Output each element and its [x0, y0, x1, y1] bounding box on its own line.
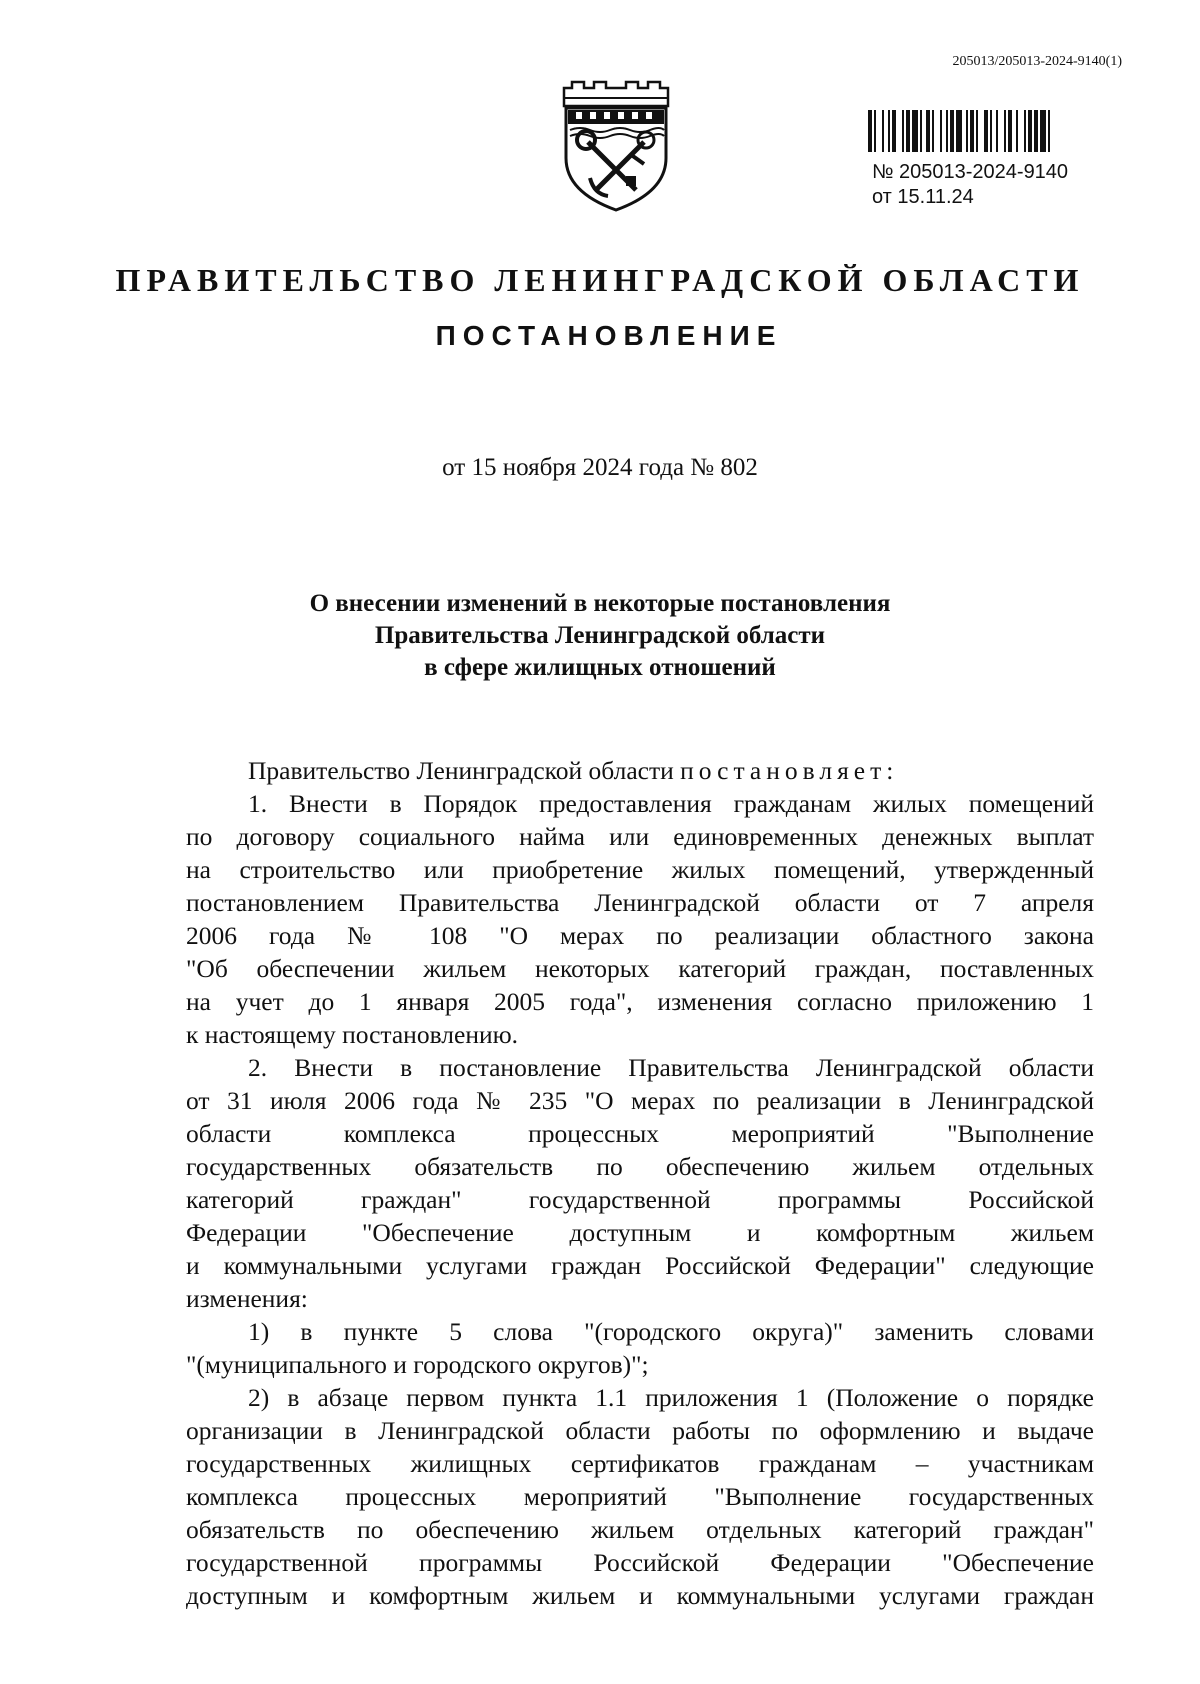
barcode-bar	[1040, 110, 1046, 152]
barcode-bar	[932, 110, 934, 152]
barcode-bar	[976, 110, 978, 152]
body-line: 1. Внести в Порядок предоставления гражданам жилых помещений	[248, 789, 1094, 818]
document-body	[186, 754, 1094, 1612]
document-date-number: от 15 ноября 2024 года № 802	[442, 454, 758, 481]
barcode-bar	[1004, 110, 1006, 152]
barcode-bar	[1034, 110, 1038, 152]
body-line: и коммунальными услугами граждан Российской Федерации" следующие	[186, 1251, 1094, 1280]
registration-number: № 205013-2024-9140	[872, 161, 1069, 183]
barcode-bar	[888, 110, 890, 152]
barcode-bar	[996, 110, 998, 152]
body-line: области комплекса процессных мероприятий "Выполнение	[186, 1119, 1094, 1148]
registration-date: от 15.11.24	[872, 186, 974, 208]
preamble-decree-word: постановляет:	[680, 756, 899, 785]
body-line: "Об обеспечении жильем некоторых категорий граждан, поставленных	[186, 954, 1094, 983]
body-line: 1) в пункте 5 слова "(городского округа)" заменить словами	[248, 1317, 1094, 1346]
barcode-bar	[946, 110, 948, 152]
barcode-bar	[892, 110, 896, 152]
body-line: 2006 года № 108 "О мерах по реализации областного закона	[186, 921, 1094, 950]
registration-stamp	[872, 160, 1068, 210]
barcode-bar	[1008, 110, 1012, 152]
body-line: 2. Внести в постановление Правительства Ленинградской области	[248, 1053, 1094, 1082]
barcode-bar	[882, 110, 884, 152]
barcode-bar	[902, 110, 904, 152]
document-subject	[0, 588, 1200, 684]
authority-title: ПРАВИТЕЛЬСТВО ЛЕНИНГРАДСКОЙ ОБЛАСТИ	[115, 262, 1085, 298]
document-type: ПОСТАНОВЛЕНИЕ	[435, 320, 783, 351]
subject-line: в сфере жилищных отношений	[424, 654, 776, 681]
body-line: государственных обязательств по обеспечению жильем отдельных	[186, 1152, 1094, 1181]
document-id: 205013/205013-2024-9140(1)	[952, 54, 1122, 69]
barcode-bar	[1028, 110, 1032, 152]
body-line: на строительство или приобретение жилых помещений, утвержденный	[186, 855, 1094, 884]
body-line: изменения:	[186, 1284, 308, 1313]
barcode-bar	[912, 110, 918, 152]
barcode-bar	[940, 110, 942, 152]
barcode-bar	[926, 110, 930, 152]
body-line: организации в Ленинградской области работы по оформлению и выдаче	[186, 1416, 1094, 1445]
body-line: на учет до 1 января 2005 года", изменения согласно приложению 1	[186, 987, 1094, 1016]
barcode-bar	[874, 110, 876, 152]
barcode-icon	[868, 110, 1124, 152]
body-line: от 31 июля 2006 года № 235 "О мерах по реализации в Ленинградской	[186, 1086, 1094, 1115]
preamble-text: Правительство Ленинградской области	[248, 756, 681, 785]
body-line: государственных жилищных сертификатов гражданам – участникам	[186, 1449, 1094, 1478]
body-line: к настоящему постановлению.	[186, 1020, 519, 1049]
body-line: доступным и комфортным жильем и коммунальными услугами граждан	[186, 1581, 1094, 1610]
body-line: обязательств по обеспечению жильем отдельных категорий граждан"	[186, 1515, 1094, 1544]
barcode-bar	[1016, 110, 1018, 152]
barcode-bar	[1024, 110, 1026, 152]
body-line: государственной программы Российской Федерации "Обеспечение	[186, 1548, 1094, 1577]
body-line: комплекса процессных мероприятий "Выполнение государственных	[186, 1482, 1094, 1511]
body-line: "(муниципального и городского округов)";	[186, 1350, 649, 1379]
barcode-bar	[920, 110, 922, 152]
subject-line: О внесении изменений в некоторые постановления	[309, 590, 891, 617]
barcode-bar	[984, 110, 988, 152]
preamble	[186, 754, 1094, 787]
barcode-bar	[990, 110, 992, 152]
coat-of-arms-icon	[560, 80, 672, 214]
barcode-bar	[956, 110, 962, 152]
body-line: категорий граждан" государственной программы Российской	[186, 1185, 1094, 1214]
barcode-bar	[970, 110, 974, 152]
body-line: по договору социального найма или единовременных денежных выплат	[186, 822, 1094, 851]
body-line: Федерации "Обеспечение доступным и комфортным жильем	[186, 1218, 1094, 1247]
barcode-bar	[966, 110, 968, 152]
barcode-bar	[906, 110, 910, 152]
subject-line: Правительства Ленинградской области	[374, 622, 826, 649]
barcode-bar	[950, 110, 954, 152]
barcode-bar	[1048, 110, 1050, 152]
body-line: постановлением Правительства Ленинградской области от 7 апреля	[186, 888, 1094, 917]
body-line: 2) в абзаце первом пункта 1.1 приложения 1 (Положение о порядке	[248, 1383, 1094, 1412]
barcode-bar	[868, 110, 872, 152]
